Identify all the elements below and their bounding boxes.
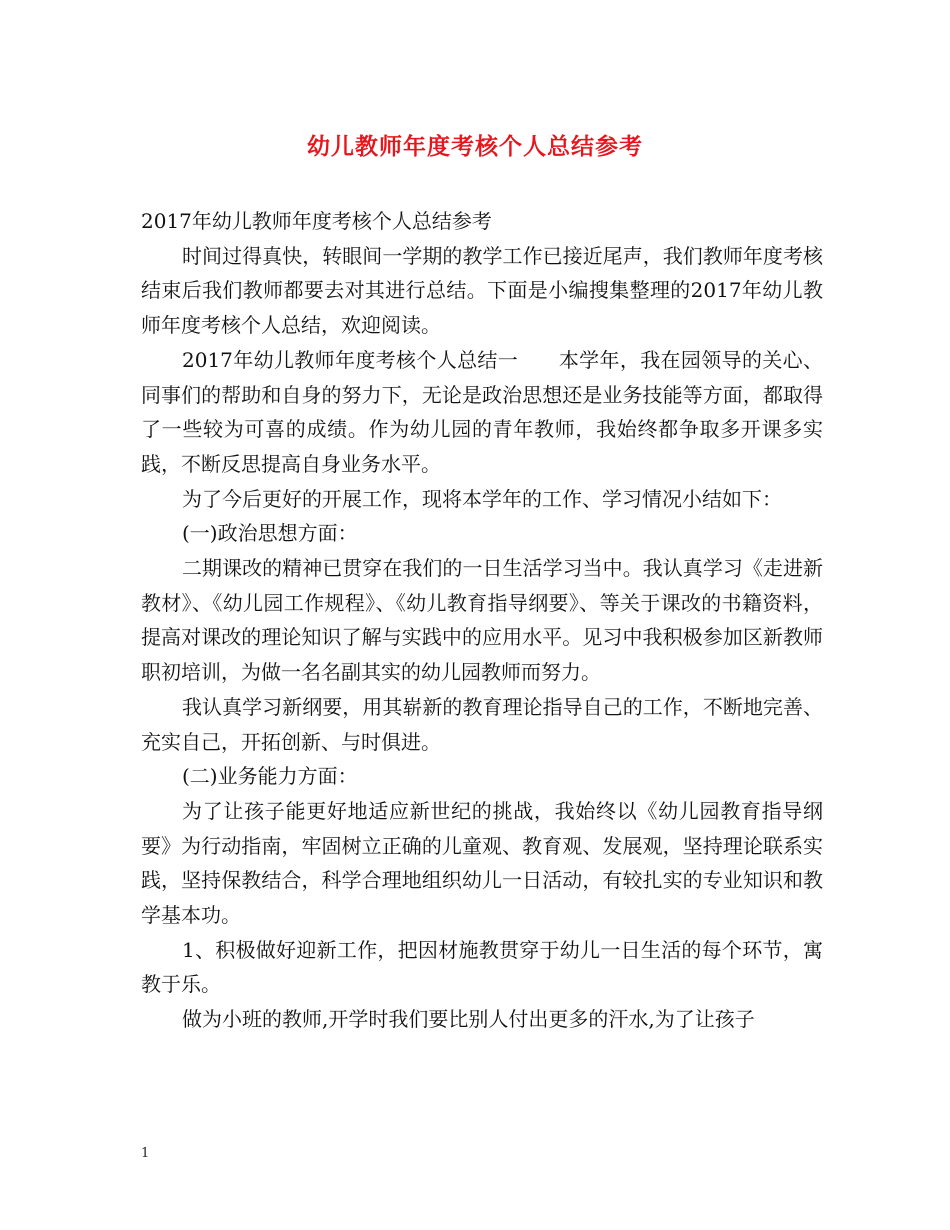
overview-paragraph: 为了今后更好的开展工作，现将本学年的工作、学习情况小结如下： xyxy=(182,486,782,511)
document-body xyxy=(141,204,823,1037)
ability-paragraph-3: 做为小班的教师,开学时我们要比别人付出更多的汗水,为了让孩子 xyxy=(182,1007,755,1032)
ability-paragraph-1: 为了让孩子能更好地适应新世纪的挑战，我始终以《幼儿园教育指导纲要》为行动指南，牢固树立正确的儿童观、教育观、发展观，坚持理论联系实践，坚持保教结合，科学合理地组织幼儿一日活动，有较扎实的专业知识和教学基本功。 xyxy=(141,798,823,928)
document-title: 幼儿教师年度考核个人总结参考 xyxy=(307,133,643,160)
politics-paragraph-2: 我认真学习新纲要，用其崭新的教育理论指导自己的工作，不断地完善、充实自己，开拓创新、与时俱进。 xyxy=(141,694,823,754)
page-number: 1 xyxy=(141,1146,150,1161)
subtitle-paragraph: 2017年幼儿教师年度考核个人总结参考 xyxy=(141,209,492,233)
section-heading-ability: (二)业务能力方面： xyxy=(182,764,358,789)
section-heading-politics: (一)政治思想方面： xyxy=(182,521,358,546)
summary-one-paragraph: 2017年幼儿教师年度考核个人总结一 本学年，我在园领导的关心、同事们的帮助和自身的努力下，无论是政治思想还是业务技能等方面，都取得了一些较为可喜的成绩。作为幼儿园的青年教师，我始终都争取多开课多实践，不断反思提高自身业务水平。 xyxy=(141,347,823,476)
intro-paragraph: 时间过得真快，转眼间一学期的教学工作已接近尾声，我们教师年度考核结束后我们教师都要去对其进行总结。下面是小编搜集整理的2017年幼儿教师年度考核个人总结，欢迎阅读。 xyxy=(141,243,823,338)
ability-paragraph-2: 1、积极做好迎新工作，把因材施教贯穿于幼儿一日生活的每个环节，寓教于乐。 xyxy=(141,937,823,997)
politics-paragraph-1: 二期课改的精神已贯穿在我们的一日生活学习当中。我认真学习《走进新教材》、《幼儿园工作规程》、《幼儿教育指导纲要》、等关于课改的书籍资料，提高对课改的理论知识了解与实践中的应用水平。见习中我积极参加区新教师职初培训，为做一名名副其实的幼儿园教师而努力。 xyxy=(141,556,823,685)
